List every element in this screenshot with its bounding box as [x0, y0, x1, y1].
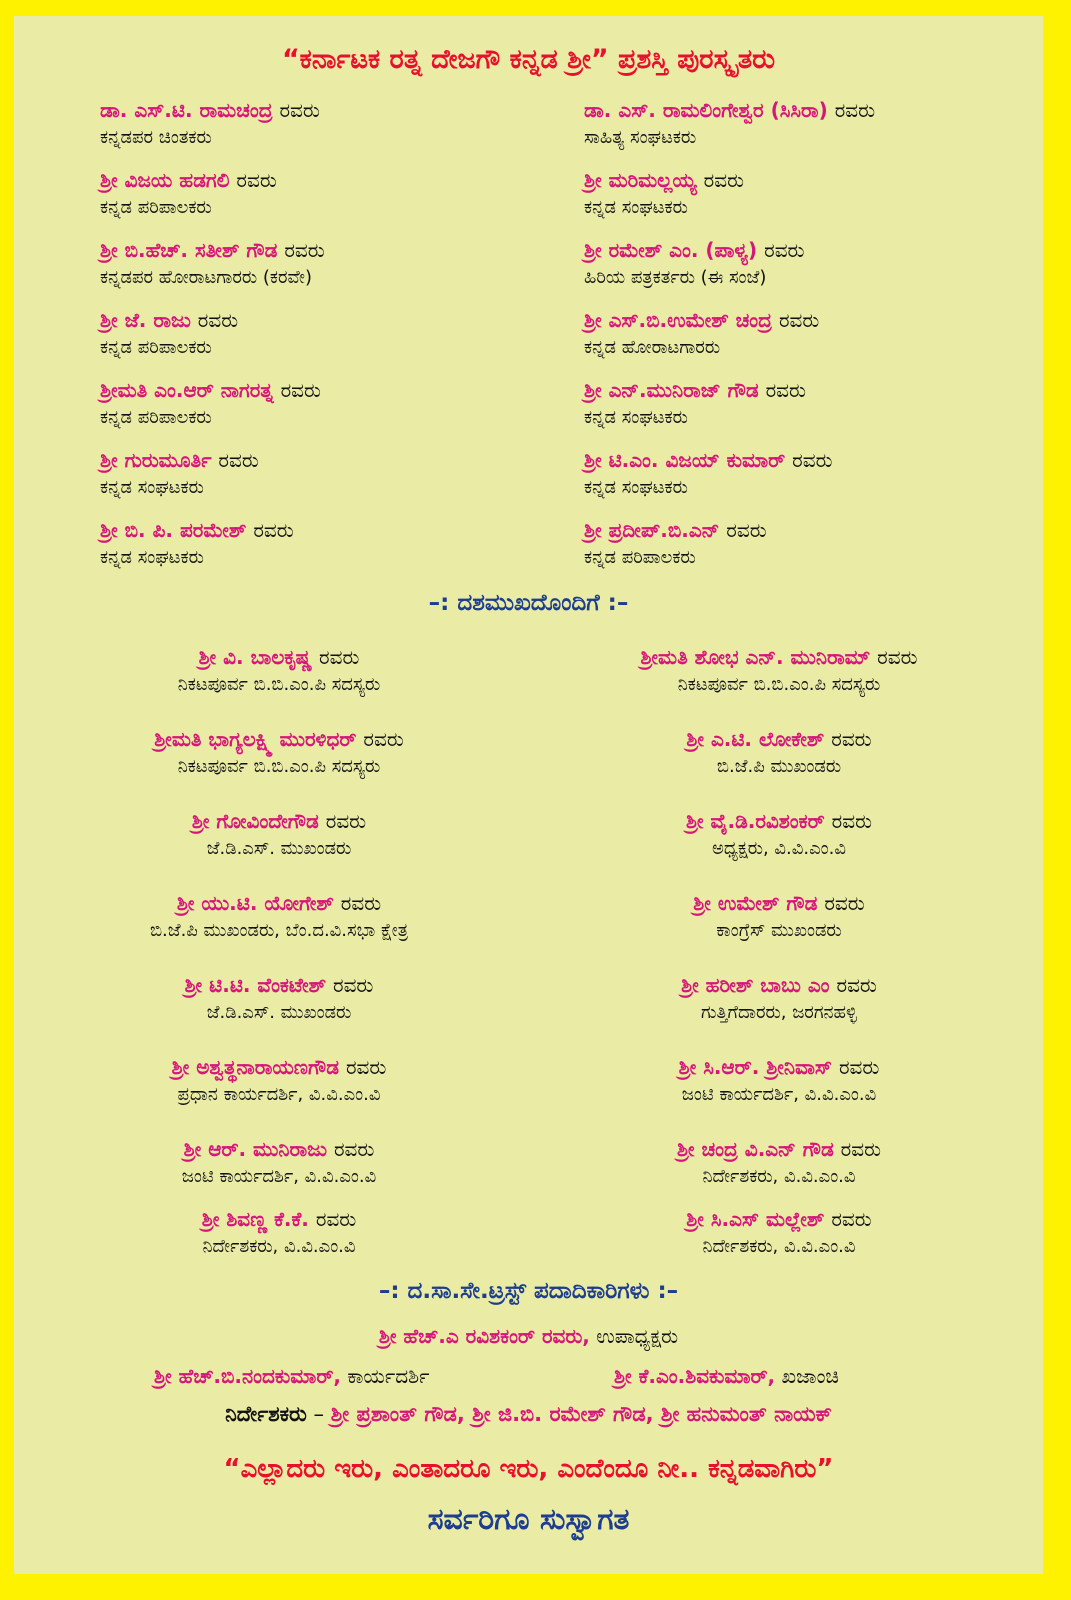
guest-name: ಶ್ರೀಮತಿ ಶೋಭ ಎನ್. ಮುನಿರಾಮ್	[640, 645, 871, 669]
guest-role: ನಿರ್ದೇಶಕರು, ವಿ.ವಿ.ಎಂ.ವಿ	[702, 1166, 856, 1187]
guest-suffix: ರವರು	[315, 1207, 357, 1231]
guest-entry	[34, 643, 524, 725]
guest-role: ಜೆ.ಡಿ.ಎಸ್. ಮುಖಂಡರು	[206, 838, 352, 859]
trust-secretary-role: ಕಾರ್ಯದರ್ಶಿ	[347, 1364, 430, 1388]
awardee-entry	[100, 166, 570, 236]
guest-name: ಶ್ರೀ ಚಂದ್ರ ವಿ.ಎನ್ ಗೌಡ	[676, 1137, 834, 1161]
guest-role: ನಿಕಟಪೂರ್ವ ಬಿ.ಬಿ.ಎಂ.ಪಿ ಸದಸ್ಯರು	[677, 674, 881, 695]
guest-name: ಶ್ರೀ ಶಿವಣ್ಣ ಕೆ.ಕೆ.	[201, 1207, 309, 1231]
awardee-suffix: ರವರು	[764, 238, 805, 262]
trust-vp-role: ಉಪಾಧ್ಯಕ್ಷರು	[596, 1324, 679, 1348]
awardee-entry	[584, 446, 1034, 516]
welcome-message: ಸರ್ವರಿಗೂ ಸುಸ್ವಾಗತ	[427, 1502, 630, 1537]
guest-suffix: ರವರು	[333, 1137, 375, 1161]
trust-vp-name: ಶ್ರೀ ಹೆಚ್.ಎ ರವಿಶಕಂರ್ ರವರು,	[378, 1324, 590, 1348]
guest-suffix: ರವರು	[340, 891, 382, 915]
awardee-name: ಶ್ರೀ ಜೆ. ರಾಜು	[100, 308, 191, 332]
awardee-suffix: ರವರು	[284, 238, 325, 262]
awardee-suffix: ರವರು	[279, 98, 320, 122]
awardee-role: ಕನ್ನಡ ಪರಿಪಾಲಕರು	[100, 197, 212, 218]
awardee-entry	[100, 96, 570, 166]
awardee-role: ಕನ್ನಡ ಪರಿಪಾಲಕರು	[100, 337, 212, 358]
awardee-entry	[100, 516, 570, 586]
guest-entry	[534, 1135, 1024, 1205]
guest-entry	[34, 725, 524, 807]
guest-name: ಶ್ರೀ ಉಮೇಶ್ ಗೌಡ	[693, 891, 818, 915]
awardees-left-column	[100, 96, 570, 586]
guest-entry	[34, 971, 524, 1053]
awardee-name: ಡಾ. ಎಸ್.ಟಿ. ರಾಮಚಂದ್ರ	[100, 98, 273, 122]
awardee-name: ಶ್ರೀ ಟಿ.ಎಂ. ವಿಜಯ್ ಕುಮಾರ್	[584, 448, 786, 472]
awardee-role: ಕನ್ನಡ ಸಂಘಟಕರು	[584, 407, 688, 428]
awardees-right-column	[584, 96, 1034, 586]
guest-entry	[534, 1205, 1024, 1287]
awardee-name: ಡಾ. ಎಸ್. ರಾಮಲಿಂಗೇಶ್ವರ (ಸಿಸಿರಾ)	[584, 98, 828, 122]
trust-secretary	[154, 1364, 429, 1388]
awardee-role: ಕನ್ನಡ ಹೋರಾಟಗಾರರು	[584, 337, 721, 358]
slogan: “ಎಲ್ಲಾದರು ಇರು, ಎಂತಾದರೂ ಇರು, ಎಂದೆಂದೂ ನೀ.. ಕನ್ನಡವಾಗಿರು”	[223, 1454, 834, 1484]
guest-entry	[534, 807, 1024, 889]
guest-suffix: ರವರು	[333, 973, 374, 997]
guest-role: ನಿರ್ದೇಶಕರು, ವಿ.ವಿ.ಎಂ.ವಿ	[202, 1236, 356, 1257]
guest-entry	[34, 889, 524, 971]
awardee-name: ಶ್ರೀ ಎನ್.ಮುನಿರಾಜ್ ಗೌಡ	[584, 378, 759, 402]
awardee-entry	[584, 166, 1034, 236]
guest-name: ಶ್ರೀ ಅಶ್ವತ್ಥನಾರಾಯಣಗೌಡ	[171, 1055, 339, 1079]
awardee-role: ಹಿರಿಯ ಪತ್ರಕರ್ತರು (ಈ ಸಂಜೆ)	[584, 267, 767, 288]
awardee-role: ಕನ್ನಡ ಸಂಘಟಕರು	[584, 197, 688, 218]
awardee-role: ಕನ್ನಡ ಪರಿಪಾಲಕರು	[584, 547, 696, 568]
awardee-entry	[100, 236, 570, 306]
guest-entry	[534, 725, 1024, 807]
guest-name: ಶ್ರೀ ವಿ. ಬಾಲಕೃಷ್ಣ	[198, 645, 313, 669]
section-heading-dashamukha: –: ದಶಮುಖದೊಂದಿಗೆ :–	[428, 590, 629, 616]
guest-role: ನಿಕಟಪೂರ್ವ ಬಿ.ಬಿ.ಎಂ.ಪಿ ಸದಸ್ಯರು	[177, 674, 381, 695]
guest-role: ನಿರ್ದೇಶಕರು, ವಿ.ವಿ.ಎಂ.ವಿ	[702, 1236, 856, 1257]
trust-treasurer-role: ಖಜಾಂಚಿ	[781, 1364, 839, 1388]
section-heading-trust: –: ದ.ಸಾ.ಸೇ.ಟ್ರಸ್ಟ್ ಪದಾದಿಕಾರಿಗಳು :–	[378, 1278, 679, 1304]
guest-role: ಜೆ.ಡಿ.ಎಸ್. ಮುಖಂಡರು	[206, 1002, 352, 1023]
awardee-suffix: ರವರು	[703, 168, 745, 192]
guest-entry	[534, 889, 1024, 971]
guests-right-column	[534, 643, 1024, 1287]
awardee-name: ಶ್ರೀ ಬಿ.ಹೆಚ್. ಸತೀಶ್ ಗೌಡ	[100, 238, 278, 262]
awardee-entry	[584, 376, 1034, 446]
guest-role: ಬಿ.ಜೆ.ಪಿ ಮುಖಂಡರು	[716, 756, 842, 777]
awardee-name: ಶ್ರೀ ಮರಿಮಲ್ಲಯ್ಯ	[584, 168, 697, 192]
guest-role: ಜಂಟಿ ಕಾರ್ಯದರ್ಶಿ, ವಿ.ವಿ.ಎಂ.ವಿ	[181, 1166, 377, 1187]
awardee-name: ಶ್ರೀ ಬಿ. ಪಿ. ಪರಮೇಶ್	[100, 518, 247, 542]
awardee-name: ಶ್ರೀ ವಿಜಯ ಹಡಗಲಿ	[100, 168, 230, 192]
guest-role: ಜಂಟಿ ಕಾರ್ಯದರ್ಶಿ, ವಿ.ವಿ.ಎಂ.ವಿ	[681, 1084, 877, 1105]
guest-suffix: ರವರು	[877, 645, 918, 669]
guest-name: ಶ್ರೀ ಯು.ಟಿ. ಯೋಗೇಶ್	[176, 891, 334, 915]
guest-role: ಪ್ರಧಾನ ಕಾರ್ಯದರ್ಶಿ, ವಿ.ವಿ.ಎಂ.ವಿ	[177, 1084, 381, 1105]
guest-suffix: ರವರು	[831, 727, 872, 751]
awardee-suffix: ರವರು	[218, 448, 259, 472]
guest-suffix: ರವರು	[325, 809, 367, 833]
guest-name: ಶ್ರೀ ಗೋವಿಂದೇಗೌಡ	[191, 809, 319, 833]
trust-directors	[14, 1402, 1043, 1427]
guest-name: ಶ್ರೀ ಹರೀಶ್ ಬಾಬು ಎಂ	[681, 973, 830, 997]
guest-name: ಶ್ರೀ ಎ.ಟಿ. ಲೋಕೇಶ್	[686, 727, 825, 751]
trust-treasurer	[614, 1364, 839, 1388]
awardee-role: ಕನ್ನಡಪರ ಹೋರಾಟಗಾರರು (ಕರವೇ)	[100, 267, 312, 288]
guest-entry	[534, 1053, 1024, 1135]
awardee-role: ಕನ್ನಡ ಪರಿಪಾಲಕರು	[100, 407, 212, 428]
guest-suffix: ರವರು	[838, 1055, 880, 1079]
awardee-name: ಶ್ರೀಮತಿ ಎಂ.ಆರ್ ನಾಗರತ್ನ	[100, 378, 274, 402]
guest-role: ಗುತ್ತಿಗೆದಾರರು, ಜರಗನಹಳ್ಳಿ	[701, 1002, 857, 1023]
awardee-suffix: ರವರು	[197, 308, 239, 332]
awardee-suffix: ರವರು	[253, 518, 294, 542]
guest-suffix: ರವರು	[831, 1207, 872, 1231]
trust-treasurer-name: ಶ್ರೀ ಕೆ.ಎಂ.ಶಿವಕುಮಾರ್,	[614, 1364, 776, 1388]
awardee-suffix: ರವರು	[778, 308, 820, 332]
awardee-entry	[584, 236, 1034, 306]
awardee-entry	[584, 306, 1034, 376]
directors-names: ಶ್ರೀ ಪ್ರಶಾಂತ್ ಗೌಡ, ಶ್ರೀ ಜಿ.ಬಿ. ರಮೇಶ್ ಗೌಡ, ಶ್ರೀ ಹನುಮಂತ್ ನಾಯಕ್	[330, 1402, 832, 1426]
awardee-role: ಕನ್ನಡ ಸಂಘಟಕರು	[100, 547, 204, 568]
trust-vice-president	[14, 1324, 1043, 1348]
guest-entry	[34, 1205, 524, 1287]
guest-name: ಶ್ರೀ ಸಿ.ಆರ್. ಶ್ರೀನಿವಾಸ್	[678, 1055, 832, 1079]
guest-role: ಕಾಂಗ್ರೆಸ್ ಮುಖಂಡರು	[716, 920, 842, 941]
awardee-entry	[100, 376, 570, 446]
awardee-entry	[100, 446, 570, 516]
awardee-suffix: ರವರು	[765, 378, 806, 402]
directors-dash: –	[306, 1402, 331, 1426]
guest-entry	[534, 971, 1024, 1053]
guest-suffix: ರವರು	[319, 645, 360, 669]
awardee-entry	[584, 516, 1034, 586]
awardee-suffix: ರವರು	[280, 378, 321, 402]
awardee-name: ಶ್ರೀ ರಮೇಶ್ ಎಂ. (ಪಾಳ್ಯ)	[584, 238, 758, 262]
guest-name: ಶ್ರೀ ಸಿ.ಎಸ್ ಮಲ್ಲೇಶ್	[686, 1207, 825, 1231]
guest-name: ಶ್ರೀಮತಿ ಭಾಗ್ಯಲಕ್ಷ್ಮಿ ಮುರಳಿಧರ್	[154, 727, 357, 751]
awardee-name: ಶ್ರೀ ಪ್ರದೀಪ್.ಬಿ.ಎನ್	[584, 518, 720, 542]
awardee-suffix: ರವರು	[834, 98, 876, 122]
awardee-role: ಸಾಹಿತ್ಯ ಸಂಘಟಕರು	[584, 127, 697, 148]
guests-left-column	[34, 643, 524, 1287]
guest-suffix: ರವರು	[363, 727, 404, 751]
guest-name: ಶ್ರೀ ಟಿ.ಟಿ. ವೆಂಕಟೇಶ್	[184, 973, 327, 997]
guest-suffix: ರವರು	[345, 1055, 387, 1079]
guest-role: ನಿಕಟಪೂರ್ವ ಬಿ.ಬಿ.ಎಂ.ಪಿ ಸದಸ್ಯರು	[177, 756, 381, 777]
guest-suffix: ರವರು	[836, 973, 877, 997]
awardee-role: ಕನ್ನಡ ಸಂಘಟಕರು	[584, 477, 688, 498]
awardee-role: ಕನ್ನಡಪರ ಚಿಂತಕರು	[100, 127, 212, 148]
guest-suffix: ರವರು	[840, 1137, 882, 1161]
awardee-entry	[100, 306, 570, 376]
guest-entry	[34, 1135, 524, 1205]
guest-suffix: ರವರು	[824, 891, 865, 915]
awardee-name: ಶ್ರೀ ಎಸ್.ಬಿ.ಉಮೇಶ್ ಚಂದ್ರ	[584, 308, 772, 332]
guest-entry	[34, 807, 524, 889]
guest-role: ಅಧ್ಯಕ್ಷರು, ವಿ.ವಿ.ಎಂ.ವಿ	[712, 838, 846, 859]
guest-entry	[534, 643, 1024, 725]
guest-name: ಶ್ರೀ ವೈ.ಡಿ.ರವಿಶಂಕರ್	[685, 809, 825, 833]
awardee-suffix: ರವರು	[792, 448, 833, 472]
awardee-role: ಕನ್ನಡ ಸಂಘಟಕರು	[100, 477, 204, 498]
awardee-suffix: ರವರು	[726, 518, 767, 542]
guest-entry	[34, 1053, 524, 1135]
directors-label: ನಿರ್ದೇಶಕರು	[225, 1402, 307, 1426]
trust-secretary-name: ಶ್ರೀ ಹೆಚ್.ಬಿ.ನಂದಕುಮಾರ್,	[154, 1364, 341, 1388]
awardee-suffix: ರವರು	[236, 168, 277, 192]
page-title: “ಕರ್ನಾಟಕ ರತ್ನ ದೇಜಗೌ ಕನ್ನಡ ಶ್ರೀ” ಪ್ರಶಸ್ತಿ ಪುರಸ್ಕೃತರು	[281, 44, 776, 75]
guest-role: ಬಿ.ಜೆ.ಪಿ ಮುಖಂಡರು, ಬೆಂ.ದ.ವಿ.ಸಭಾ ಕ್ಷೇತ್ರ	[149, 920, 409, 941]
guest-name: ಶ್ರೀ ಆರ್. ಮುನಿರಾಜು	[183, 1137, 327, 1161]
awardee-entry	[584, 96, 1034, 166]
invitation-panel	[14, 16, 1043, 1574]
awardee-name: ಶ್ರೀ ಗುರುಮೂರ್ತಿ	[100, 448, 212, 472]
guest-suffix: ರವರು	[831, 809, 873, 833]
